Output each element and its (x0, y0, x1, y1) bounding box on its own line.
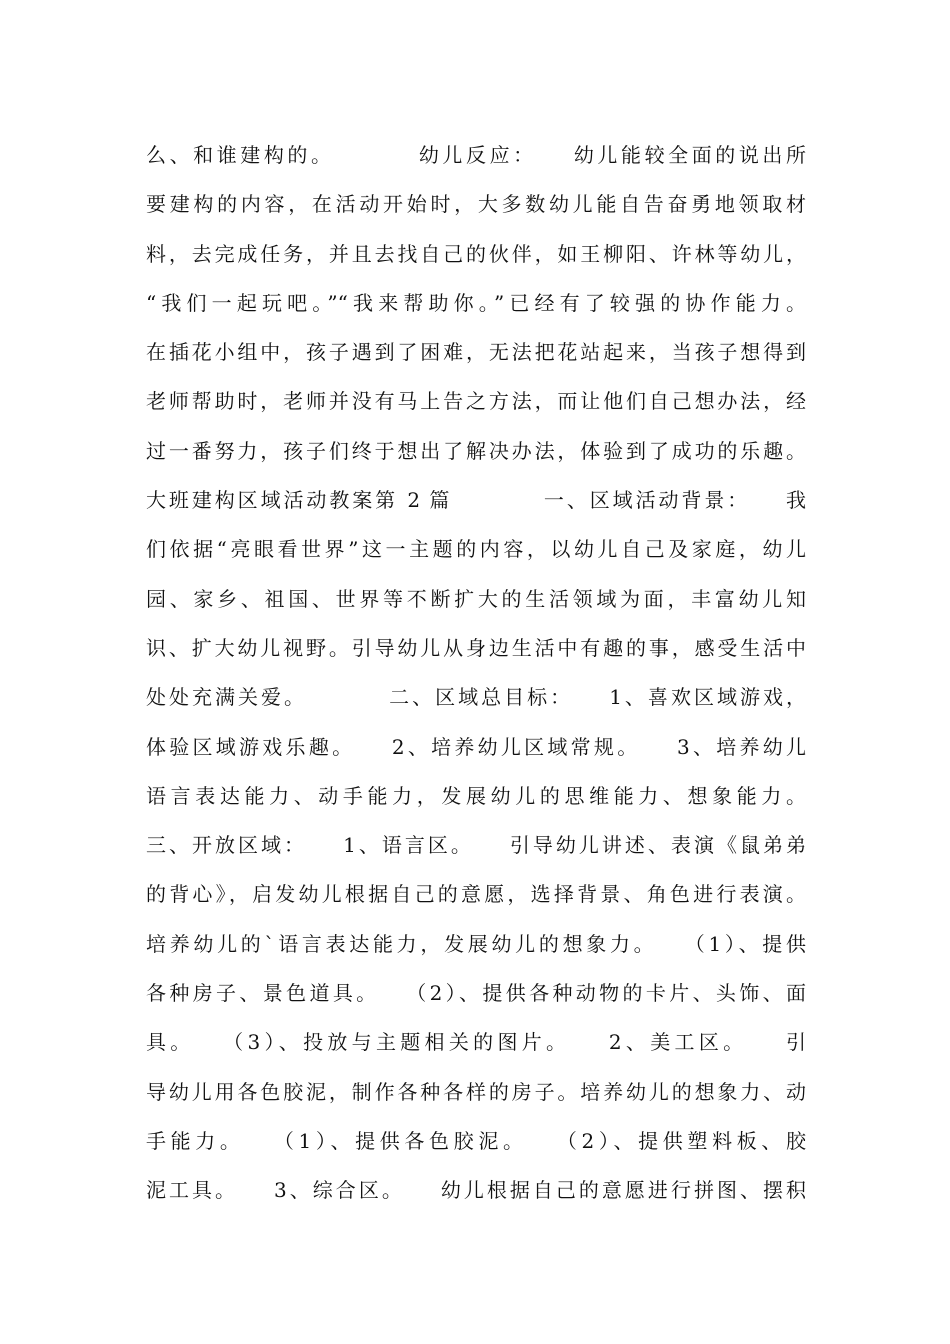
text-line: 们依据“亮眼看世界”这一主题的内容，以幼儿自己及家庭，幼儿 (146, 537, 806, 562)
text-line: 园、家乡、祖国、世界等不断扩大的生活领域为面，丰富幼儿知 (146, 586, 806, 611)
text-line: 要建构的内容，在活动开始时，大多数幼儿能自告奋勇地领取材 (146, 192, 806, 217)
text-line: 在插花小组中，孩子遇到了困难，无法把花站起来，当孩子想得到 (146, 340, 806, 365)
text-line: 三、开放区域： 1、语言区。 引导幼儿讲述、表演《鼠弟弟 (146, 833, 806, 858)
text-line: 过一番努力，孩子们终于想出了解决办法，体验到了成功的乐趣。 (146, 438, 806, 463)
text-line: 培养幼儿的`语言表达能力，发展幼儿的想象力。 （1）、提供 (146, 931, 806, 956)
text-line: 导幼儿用各色胶泥，制作各种各样的房子。培养幼儿的想象力、动 (146, 1079, 806, 1104)
text-line: 老师帮助时，老师并没有马上告之方法，而让他们自己想办法，经 (146, 389, 806, 414)
text-line: 么、和谁建构的。 幼儿反应： 幼儿能较全面的说出所 (146, 143, 806, 167)
text-line: 识、扩大幼儿视野。引导幼儿从身边生活中有趣的事，感受生活中 (146, 635, 806, 660)
text-line: 具。 （3）、投放与主题相关的图片。 2、美工区。 引 (146, 1030, 806, 1055)
text-line: 料，去完成任务，并且去找自己的伙伴，如王柳阳、许林等幼儿， (146, 241, 806, 266)
body-text (146, 131, 806, 1216)
section-heading-line: 大班建构区域活动教案第 2 篇 一、区域活动背景： 我 (146, 488, 806, 513)
text-line: “我们一起玩吧。”“我来帮助你。”已经有了较强的协作能力。 (146, 290, 806, 315)
text-line: 语言表达能力、动手能力，发展幼儿的思维能力、想象能力。 (146, 783, 806, 808)
text-line: 各种房子、景色道具。 （2）、提供各种动物的卡片、头饰、面 (146, 981, 806, 1006)
text-line: 的背心》，启发幼儿根据自己的意愿，选择背景、角色进行表演。 (146, 882, 806, 907)
text-line: 体验区域游戏乐趣。 2、培养幼儿区域常规。 3、培养幼儿 (146, 734, 806, 759)
text-line: 泥工具。 3、综合区。 幼儿根据自己的意愿进行拼图、摆积 (146, 1178, 806, 1203)
text-line: 手能力。 （1）、提供各色胶泥。 （2）、提供塑料板、胶 (146, 1128, 806, 1153)
text-line: 处处充满关爱。 二、区域总目标： 1、喜欢区域游戏， (146, 685, 806, 710)
